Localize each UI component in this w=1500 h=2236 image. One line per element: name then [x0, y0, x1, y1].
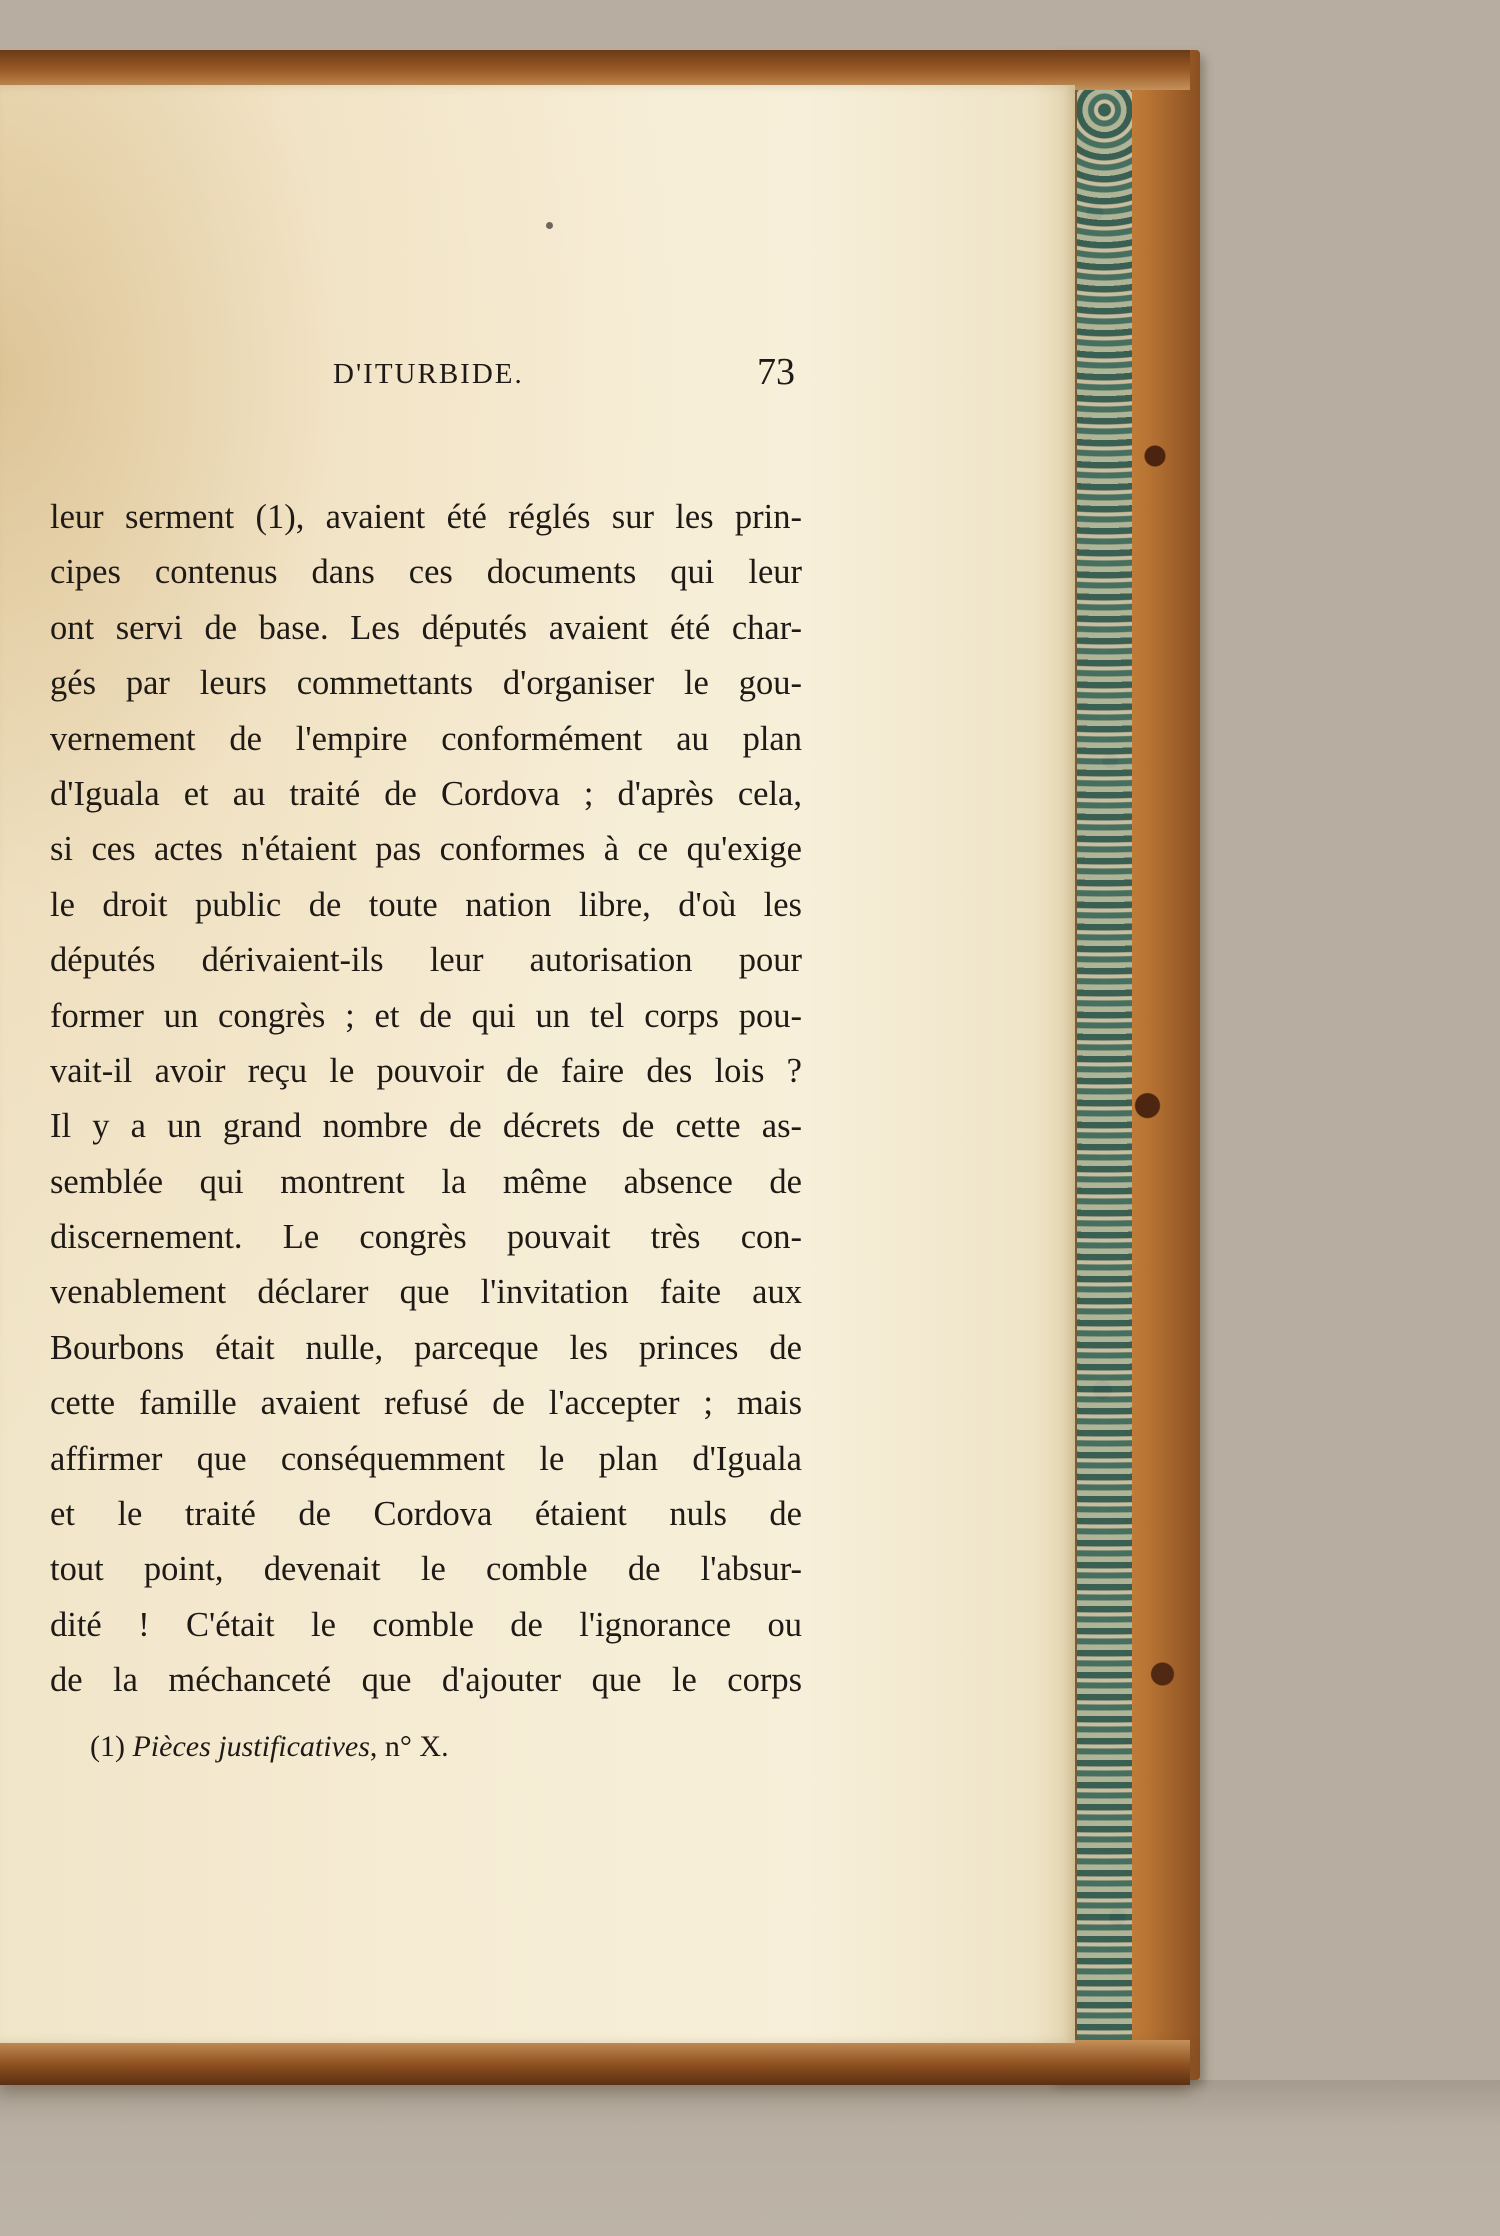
- cover-bottom-edge: [0, 2040, 1190, 2085]
- text-line: Bourbons était nulle, parceque les princes de: [50, 1328, 802, 1367]
- body-text: [50, 490, 802, 1709]
- marbled-endpaper: [1075, 80, 1132, 2040]
- text-line: d'Iguala et au traité de Cordova ; d'après cela,: [50, 774, 802, 813]
- ink-speck: [546, 222, 553, 229]
- text-line: semblée qui montrent la même absence de: [50, 1162, 802, 1201]
- text-line: si ces actes n'étaient pas conformes à ce qu'exige: [50, 830, 802, 869]
- text-line: le droit public de toute nation libre, d'où les: [50, 885, 802, 924]
- text-line: Il y a un grand nombre de décrets de cette as-: [50, 1107, 802, 1146]
- text-line: venablement déclarer que l'invitation faite aux: [50, 1273, 802, 1312]
- text-line: et le traité de Cordova étaient nuls de: [50, 1495, 802, 1534]
- text-line: vait-il avoir reçu le pouvoir de faire des lois ?: [50, 1051, 802, 1090]
- page-number: 73: [757, 351, 795, 393]
- book-page: [0, 85, 1075, 2043]
- background: [0, 2080, 1500, 2236]
- text-line: députés dérivaient-ils leur autorisation pour: [50, 941, 802, 980]
- text-line: leur serment (1), avaient été réglés sur les prin-: [50, 498, 802, 536]
- text-line: vernement de l'empire conformément au plan: [50, 719, 802, 758]
- footnote-title: Pièces justificatives: [132, 1730, 370, 1763]
- text-line: former un congrès ; et de qui un tel corps pou-: [50, 996, 802, 1035]
- text-line: affirmer que conséquemment le plan d'Iguala: [50, 1439, 802, 1478]
- text-line: discernement. Le congrès pouvait très con-: [50, 1218, 802, 1257]
- text-line: dité ! C'était le comble de l'ignorance ou: [50, 1605, 802, 1644]
- text-line: de la méchanceté que d'ajouter que le corps: [50, 1661, 802, 1700]
- text-line: ont servi de base. Les députés avaient été char-: [50, 608, 802, 647]
- text-line: cipes contenus dans ces documents qui leur: [50, 553, 802, 592]
- footnote: [90, 1730, 449, 1764]
- text-line: gés par leurs commettants d'organiser le gou-: [50, 664, 802, 703]
- footnote-marker: (1): [90, 1730, 125, 1763]
- running-title: D'ITURBIDE.: [333, 358, 524, 390]
- cover-top-edge: [0, 50, 1190, 90]
- text-line: cette famille avaient refusé de l'accepter ; mais: [50, 1384, 802, 1423]
- running-head: [50, 350, 795, 410]
- text-line: tout point, devenait le comble de l'absur-: [50, 1550, 802, 1589]
- footnote-rest: , n° X.: [369, 1730, 449, 1763]
